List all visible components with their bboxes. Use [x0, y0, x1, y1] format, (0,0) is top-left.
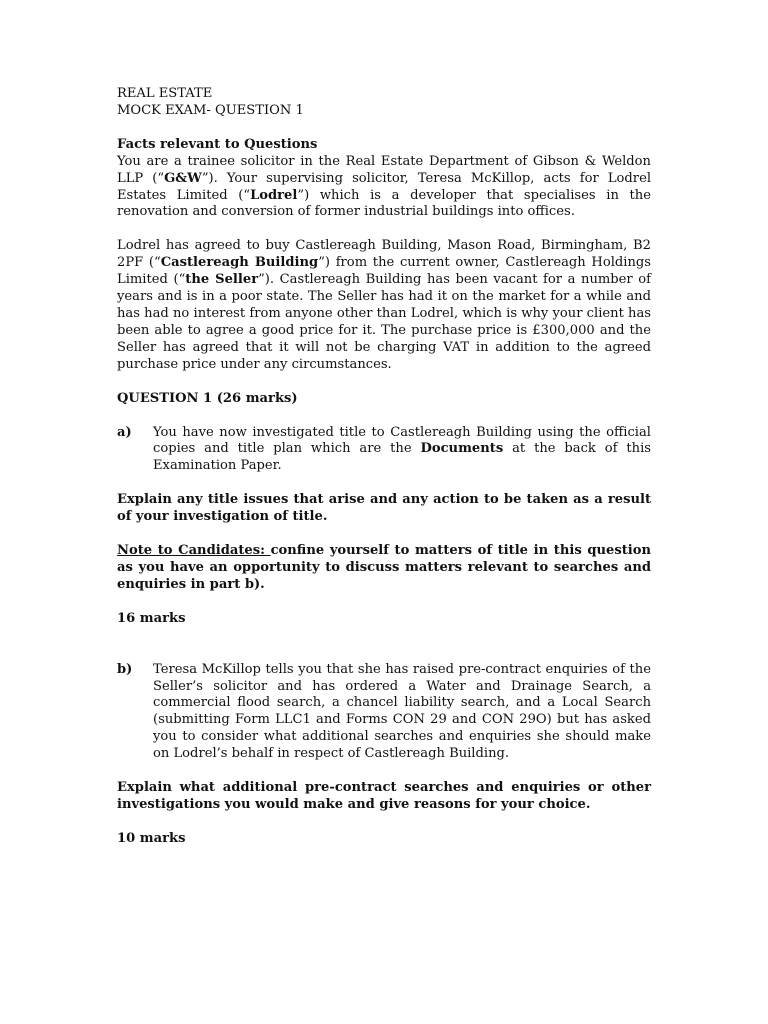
- part-b: [117, 662, 651, 763]
- facts-paragraph-1: [117, 154, 651, 222]
- header-title: REAL ESTATE: [117, 86, 213, 101]
- part-b-text: Teresa McKillop tells you that she has raised pre-contract enquiries of the Seller’s solicitor and has ordered a Water and Drainage Search, a commercial flood search, a chancel liability search, and a Local Search (submitting Form LLC1 and Forms CON 29 and CON 29O) but has asked you to consider what additional searches and enquiries she should make on Lodrel’s behalf in respect of Castlereagh Building.: [153, 661, 651, 762]
- spacer: [117, 763, 651, 780]
- facts-p1-defined-term-gw: G&W: [164, 170, 202, 186]
- facts-p2-defined-term-building: Castlereagh Building: [160, 255, 319, 271]
- exam-page: [117, 86, 651, 848]
- spacer: [117, 408, 651, 425]
- facts-p2-text-1: Lodrel has agreed to buy Castlereagh Building, Mason Road, Birmingham, B2 2PF (“: [117, 238, 651, 271]
- part-a-marks: 16 marks: [117, 610, 186, 626]
- part-a-text-1: You have now investigated title to Castlereagh Building using the official copies and title plan which are the: [153, 424, 651, 457]
- part-b-label: b): [117, 661, 133, 677]
- facts-p1-defined-term-lodrel: Lodrel: [250, 187, 298, 203]
- spacer: [117, 475, 651, 492]
- facts-p2-text-3: ”). Castlereagh Building has been vacant for a number of years and is in a poor state. The Seller has had it on the market for a while and has had no interest from anyone other than Lodrel, which is why your client has been able to agree a good price for it. The purchase price is £300,000 and the Seller has agreed that it will not be charging VAT in addition to the agreed purchase price under any circumstances.: [117, 272, 651, 372]
- part-a-instruction: Explain any title issues that arise and any action to be taken as a result of your investigation of title.: [117, 492, 651, 525]
- spacer: [117, 526, 651, 543]
- part-a-label: a): [117, 424, 132, 440]
- note-text: confine yourself to matters of title in this question as you have an opportunity to discuss matters relevant to searches and enquiries in part b).: [117, 543, 651, 592]
- facts-p2-defined-term-seller: the Seller: [185, 272, 259, 288]
- question-heading: QUESTION 1 (26 marks): [117, 390, 298, 406]
- note-to-candidates: [117, 543, 651, 594]
- facts-p1-text-2: ”). Your supervising solicitor, Teresa McKillop, acts for Lodrel Estates Limited (“: [117, 170, 652, 203]
- part-a-text-2: at the back of this Examination Paper.: [153, 441, 651, 474]
- facts-p1-text-3: ”) which is a developer that specialises in the renovation and conversion of former industrial buildings into offices.: [117, 187, 651, 220]
- header-subtitle: MOCK EXAM- QUESTION 1: [117, 102, 304, 118]
- spacer: [117, 120, 651, 137]
- part-a-defined-term-documents: Documents: [420, 441, 504, 457]
- spacer: [117, 221, 651, 238]
- spacer: [117, 374, 651, 391]
- facts-p1-text-1: You are a trainee solicitor in the Real Estate Department of Gibson & Weldon LLP (“: [117, 153, 651, 186]
- part-a-text: [153, 425, 651, 476]
- spacer: [117, 628, 651, 662]
- part-b-instruction: Explain what additional pre-contract searches and enquiries or other investigations you would make and give reasons for your choice.: [117, 780, 651, 812]
- spacer: [117, 814, 651, 831]
- part-b-marks: 10 marks: [117, 830, 186, 846]
- note-label: Note to Candidates:: [117, 543, 271, 559]
- part-a: [117, 425, 651, 476]
- facts-paragraph-2: [117, 238, 651, 373]
- spacer: [117, 594, 651, 611]
- facts-p2-text-2: ”) from the current owner, Castlereagh Holdings Limited (“: [117, 255, 651, 288]
- facts-heading: Facts relevant to Questions: [117, 136, 318, 152]
